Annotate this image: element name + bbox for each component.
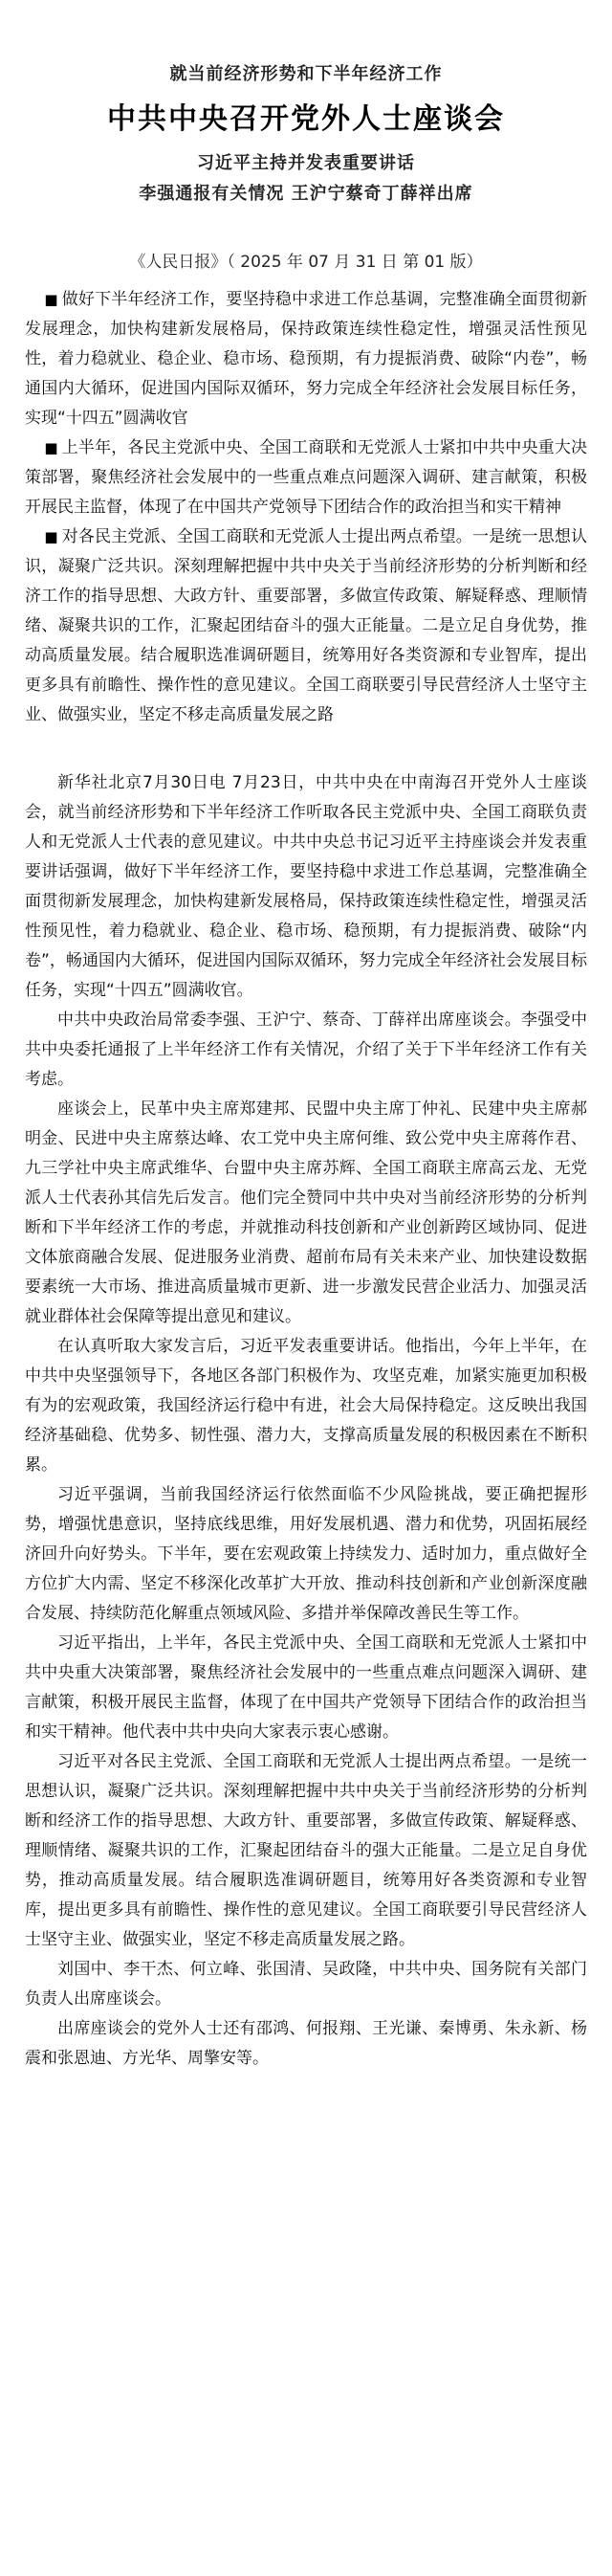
- kicker-heading: 就当前经济形势和下半年经济工作: [169, 64, 443, 84]
- summary-text: 对各民主党派、全国工商联和无党派人士提出两点希望。一是统一思想认识，凝聚广泛共识。深刻理解把握中共中央关于当前经济形势的分析判断和经济工作的指导思想、大政方针、重要部署，多做宣传政策、解疑释惑、理顺情绪、凝聚共识的工作，汇聚起团结奋斗的强大正能量。二是立足自身优势，推动高质量发展。结合履职选准调研题目，统筹用好各类资源和专业智库，提出更多具有前瞻性、操作性的意见建议。全国工商联要引导民营经济人士坚守主业、做强实业，坚定不移走高质量发展之路: [25, 527, 587, 724]
- body-paragraph: 新华社北京7月30日电 7月23日，中共中央在中南海召开党外人士座谈会，就当前经济形势和下半年经济工作听取各民主党派中央、全国工商联负责人和无党派人士代表的意见建议。中共中央总书记习近平主持座谈会并发表重要讲话强调，做好下半年经济工作，要坚持稳中求进工作总基调，完整准确全面贯彻新发展理念，加快构建新发展格局，保持政策连续性稳定性，增强灵活性预见性，着力稳就业、稳企业、稳市场、稳预期，有力提振消费、破除“内卷”，畅通国内大循环，促进国内国际双循环，努力完成全年经济社会发展目标任务，实现“十四五”圆满收官。: [25, 773, 587, 1000]
- summary-text: 做好下半年经济工作，要坚持稳中求进工作总基调，完整准确全面贯彻新发展理念，加快构建新发展格局，保持政策连续性稳定性，增强灵活性预见性，着力稳就业、稳企业、稳市场、稳预期，有力提振消费、破除“内卷”，畅通国内大循环，促进国内国际双循环，努力完成全年经济社会发展目标任务，实现“十四五”圆满收官: [25, 290, 587, 428]
- summary-item: [25, 433, 587, 522]
- body-paragraph: 在认真听取大家发言后，习近平发表重要讲话。他指出，今年上半年，在中共中央坚强领导下，各地区各部门积极作为、攻坚克难，加紧实施更加积极有为的宏观政策，我国经济运行稳中有进，社会大局保持稳定。这反映出我国经济基础稳、优势多、韧性强、潜力大，支撑高质量发展的积极因素在不断积累。: [25, 1337, 587, 1475]
- summary-text: 上半年，各民主党派中央、全国工商联和无党派人士紧扣中共中央重大决策部署，聚焦经济社会发展中的一些重点难点问题深入调研、建言献策，积极开展民主监督，体现了在中国共产党领导下团结合作的政治担当和实干精神: [25, 438, 587, 517]
- summary-block: [25, 285, 587, 730]
- summary-item: [25, 522, 587, 730]
- square-bullet-icon: ■: [44, 291, 58, 308]
- article-body: [25, 768, 587, 2074]
- body-paragraph: 习近平强调，当前我国经济运行依然面临不少风险挑战，要正确把握形势，增强忧患意识，坚持底线思维，用好发展机遇、潜力和优势，巩固拓展经济回升向好势头。下半年，要在宏观政策上持续发力、适时加力，重点做好全方位扩大内需、坚定不移深化改革扩大开放、推动科技创新和产业创新深度融合发展、持续防范化解重点领域风险、多措并举保障改善民生等工作。: [25, 1485, 587, 1623]
- summary-item: [25, 285, 587, 433]
- body-paragraph: 刘国中、李干杰、何立峰、张国清、吴政隆，中共中央、国务院有关部门负责人出席座谈会。: [25, 1960, 587, 2009]
- source-line: 《人民日报》（ 2025 年 07 月 31 日 第 01 版）: [129, 253, 483, 272]
- body-paragraph: 中共中央政治局常委李强、王沪宁、蔡奇、丁薛祥出席座谈会。李强受中共中央委托通报了上半年经济工作有关情况，介绍了关于下半年经济工作有关考虑。: [25, 1010, 587, 1089]
- square-bullet-icon: ■: [44, 439, 58, 456]
- body-paragraph: 座谈会上，民革中央主席郑建邦、民盟中央主席丁仲礼、民建中央主席郝明金、民进中央主席蔡达峰、农工党中央主席何维、致公党中央主席蒋作君、九三学社中央主席武维华、台盟中央主席苏辉、全国工商联主席高云龙、无党派人士代表孙其信先后发言。他们完全赞同中共中央对当前经济形势的分析判断和下半年经济工作的考虑，并就推动科技创新和产业创新跨区域协同、促进文体旅商融合发展、促进服务业消费、超前布局有关未来产业、加快建设数据要素统一大市场、推进高质量城市更新、进一步激发民营企业活力、加强灵活就业群体社会保障等提出意见和建议。: [25, 1099, 587, 1326]
- body-paragraph: 习近平对各民主党派、全国工商联和无党派人士提出两点希望。一是统一思想认识，凝聚广泛共识。深刻理解把握中共中央关于当前经济形势的分析判断和经济工作的指导思想、大政方针、重要部署，多做宣传政策、解疑释惑、理顺情绪、凝聚共识的工作，汇聚起团结奋斗的强大正能量。二是立足自身优势，推动高质量发展。结合履职选准调研题目，统筹用好各类资源和专业智库，提出更多具有前瞻性、操作性的意见建议。全国工商联要引导民营经济人士坚守主业、做强实业，坚定不移走高质量发展之路。: [25, 1752, 587, 1949]
- square-bullet-icon: ■: [44, 528, 58, 545]
- article-header: [25, 0, 587, 207]
- body-paragraph: 出席座谈会的党外人士还有邵鸿、何报翔、王光谦、秦博勇、朱永新、杨震和张恩迪、方光华、周擎安等。: [25, 2019, 587, 2068]
- body-paragraph: 习近平指出，上半年，各民主党派中央、全国工商联和无党派人士紧扣中共中央重大决策部署，聚焦经济社会发展中的一些重点难点问题深入调研、建言献策，积极开展民主监督，体现了在中国共产党领导下团结合作的政治担当和实干精神。他代表中共中央向大家表示衷心感谢。: [25, 1633, 587, 1742]
- page-title: 中共中央召开党外人士座谈会: [107, 102, 505, 136]
- subtitle-secondary: 李强通报有关情况 王沪宁蔡奇丁薛祥出席: [139, 184, 473, 204]
- subtitle-primary: 习近平主持并发表重要讲话: [197, 153, 415, 173]
